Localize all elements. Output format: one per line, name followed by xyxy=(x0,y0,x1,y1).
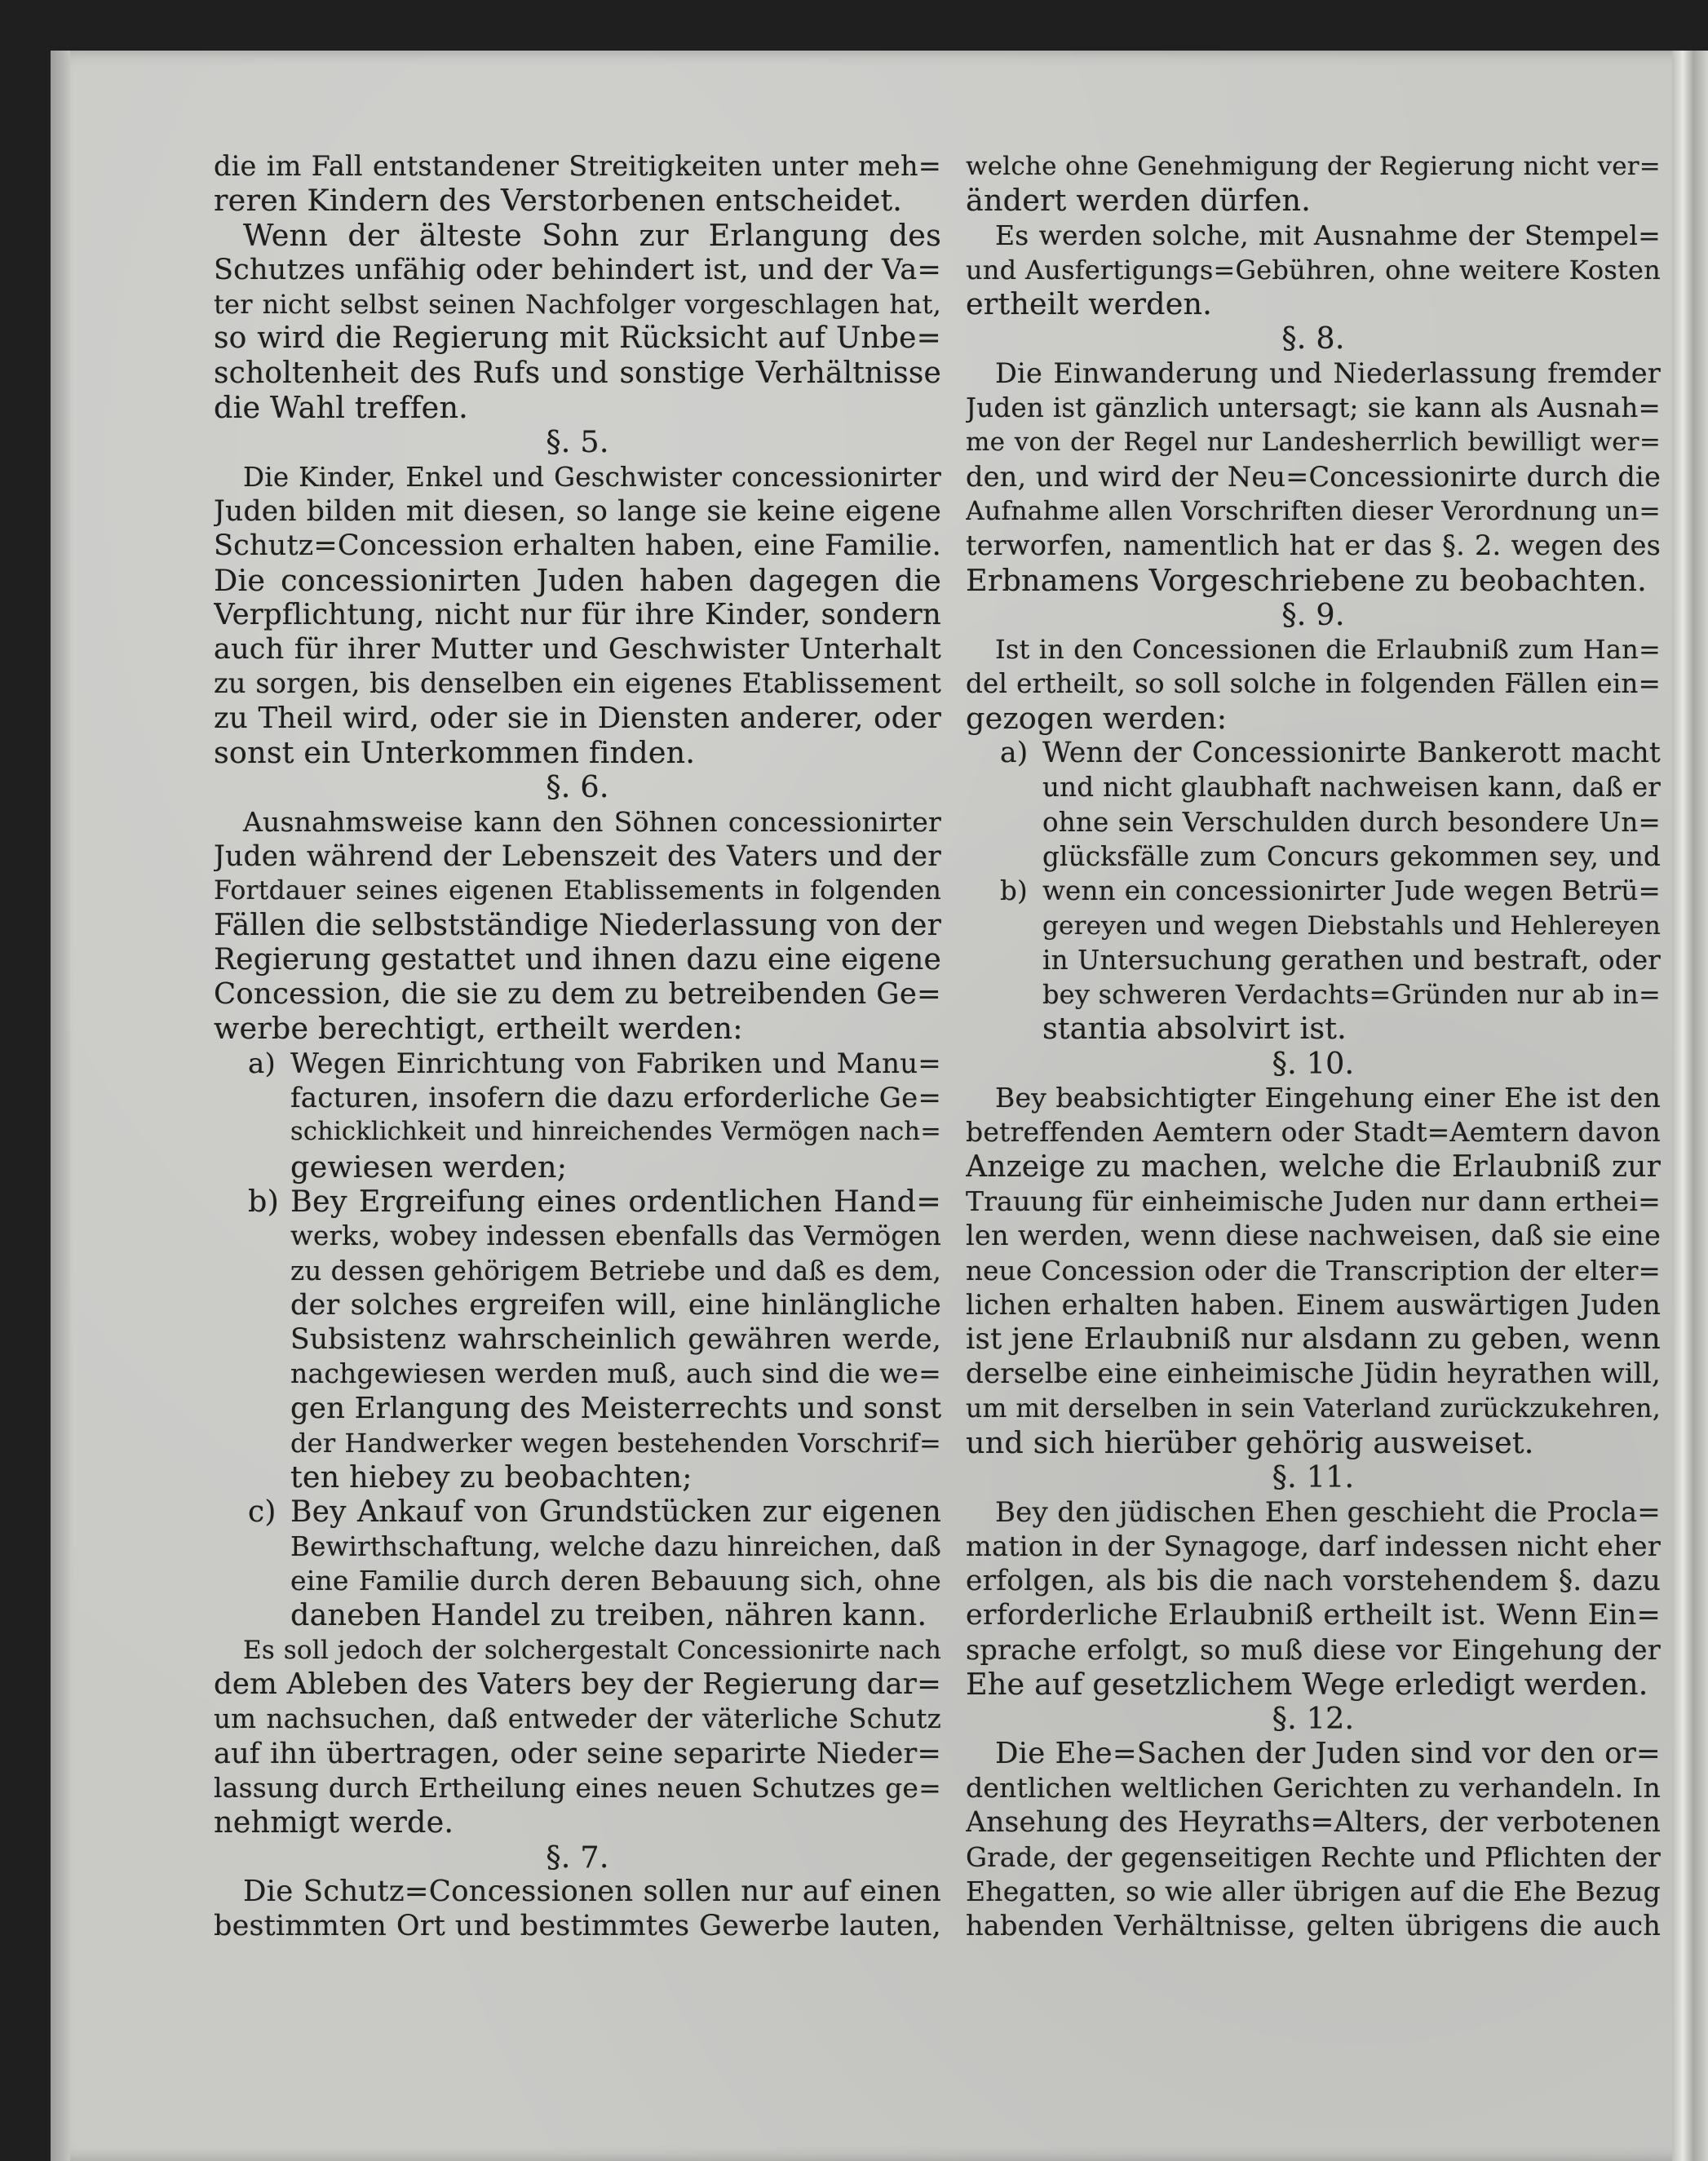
text-line: glücksfälle zum Concurs gekommen sey, und xyxy=(1042,840,1661,872)
text-line: gen Erlangung des Meisterrechts und sonst xyxy=(290,1391,941,1425)
text-line: b) wenn ein concessionirter Jude wegen Betrü= xyxy=(966,874,1661,908)
text-line: den, und wird der Neu=Concessionirte durch die xyxy=(966,460,1661,493)
text-line: schicklichkeit und hinreichendes Vermögen nach= xyxy=(290,1118,941,1147)
text-line: auch für ihrer Mutter und Geschwister Unterhalt xyxy=(214,633,941,666)
text-line: del ertheilt, so soll solche in folgenden Fällen ein= xyxy=(966,668,1661,700)
text-line: Erbnamens Vorgeschriebene zu beobachten. xyxy=(966,562,1647,598)
text-line: terworfen, namentlich hat er das §. 2. wegen des xyxy=(966,529,1661,562)
text-line: Es werden solche, mit Ausnahme der Stempel= xyxy=(995,219,1661,251)
text-line: me von der Regel nur Landesherrlich bewilligt wer= xyxy=(966,427,1661,458)
text-line: Juden bilden mit diesen, so lange sie keine eigene xyxy=(214,494,941,528)
text-line: betreffenden Aemtern oder Stadt=Aemtern davon xyxy=(966,1116,1661,1149)
text-line: um mit derselben in sein Vaterland zurückzukehren, xyxy=(966,1393,1661,1424)
text-line: ter nicht selbst seinen Nachfolger vorgeschlagen hat, xyxy=(214,289,941,321)
text-line: Die concessionirten Juden haben dagegen die xyxy=(214,562,941,598)
list-marker: a) xyxy=(248,1047,276,1080)
text-line: ohne sein Verschulden durch besondere Un= xyxy=(1042,806,1661,838)
text-line: Trauung für einheimische Juden nur dann erthei= xyxy=(966,1185,1661,1217)
text-line: daneben Handel zu treiben, nähren kann. xyxy=(290,1597,927,1633)
text-line: erfolgen, als bis die nach vorstehendem §. dazu xyxy=(966,1565,1661,1598)
text-line: Wenn der älteste Sohn zur Erlangung des xyxy=(243,217,941,253)
text-line: neue Concession oder die Transcription der elter= xyxy=(966,1255,1661,1286)
text-line: der solches ergreifen will, eine hinlängliche xyxy=(290,1288,941,1322)
text-line: ändert werden dürfen. xyxy=(966,183,1312,219)
section-heading: §. 12. xyxy=(1272,1701,1355,1737)
text-line: Grade, der gegenseitigen Rechte und Pflichten der xyxy=(966,1841,1661,1873)
text-line: Ausnahmsweise kann den Söhnen concessionirter xyxy=(243,805,941,838)
text-line: die im Fall entstandener Streitigkeiten unter meh= xyxy=(214,150,941,182)
text-line: Die Schutz=Concessionen sollen nur auf einen xyxy=(243,1874,941,1908)
text-line: Juden ist gänzlich untersagt; sie kann als Ausnah= xyxy=(966,392,1661,424)
text-line: die Wahl treffen. xyxy=(214,390,468,426)
text-line: der Handwerker wegen bestehenden Vorschrif= xyxy=(290,1427,941,1459)
text-line: dentlichen weltlichen Gerichten zu verhandeln. In xyxy=(966,1771,1661,1804)
text-line: gereyen und wegen Diebstahls und Hehlereyen xyxy=(1042,910,1661,941)
text-line: werks, wobey indessen ebenfalls das Vermögen xyxy=(290,1220,941,1252)
text-line: Ansehung des Heyraths=Alters, der verbotenen xyxy=(966,1806,1661,1840)
text-line: in Untersuchung gerathen und bestraft, oder xyxy=(1042,944,1661,976)
list-marker: a) xyxy=(1000,737,1029,770)
text-line: c) Bey Ankauf von Grundstücken zur eigenen xyxy=(248,1495,941,1529)
text-line: Ehe auf gesetzlichem Wege erledigt werden. xyxy=(966,1667,1648,1703)
page-gutter-shadow xyxy=(51,51,70,2161)
text-line: Fortdauer seines eigenen Etablissements in folgenden xyxy=(214,876,941,906)
text-line: und sich hierüber gehörig ausweiset. xyxy=(966,1424,1534,1460)
text-line: werbe berechtigt, ertheilt werden: xyxy=(214,1011,743,1047)
text-line: Die Kinder, Enkel und Geschwister concessionirter xyxy=(243,461,941,493)
section-heading: §. 7. xyxy=(546,1839,609,1875)
list-marker: b) xyxy=(248,1183,280,1219)
text-line: zu sorgen, bis denselben ein eigenes Etablissement xyxy=(214,667,941,700)
text-line: Anzeige zu machen, welche die Erlaubniß zur xyxy=(966,1149,1661,1184)
text-line: Ist in den Concessionen die Erlaubniß zum Han= xyxy=(995,634,1661,666)
text-line: Es soll jedoch der solchergestalt Concessionirte nach xyxy=(243,1635,941,1665)
text-line: mation in der Synagoge, darf indessen nicht eher xyxy=(966,1530,1661,1562)
text-line: Verpflichtung, nicht nur für ihre Kinder, sondern xyxy=(214,597,941,631)
text-line: ten hiebey zu beobachten; xyxy=(290,1459,692,1495)
section-heading: §. 6. xyxy=(546,769,609,805)
section-heading: §. 8. xyxy=(1281,321,1345,356)
list-marker: b) xyxy=(1000,875,1028,907)
text-line: nehmigt werde. xyxy=(214,1805,454,1840)
text-line: Bey beabsichtigter Eingehung einer Ehe ist den xyxy=(995,1082,1661,1114)
left-text-column xyxy=(214,149,941,2042)
text-line: Concession, die sie zu dem zu betreibenden Ge= xyxy=(214,977,941,1012)
text-line: nachgewiesen werden muß, auch sind die we= xyxy=(290,1357,941,1390)
text-line: Bey den jüdischen Ehen geschieht die Procla= xyxy=(995,1495,1661,1529)
text-line: Die Einwanderung und Niederlassung fremder xyxy=(995,356,1661,389)
text-line: Fällen die selbstständige Niederlassung von der xyxy=(214,908,941,942)
text-line: und Ausfertigungs=Gebühren, ohne weitere Kosten xyxy=(966,254,1661,286)
list-marker: c) xyxy=(248,1495,277,1529)
text-line: b) Bey Ergreifung eines ordentlichen Hand= xyxy=(248,1183,941,1219)
text-line: bey schweren Verdachts=Gründen nur ab in= xyxy=(1042,979,1661,1011)
text-line: Schutzes unfähig oder behindert ist, und der Va= xyxy=(214,253,941,286)
text-line: um nachsuchen, daß entweder der väterliche Schutz xyxy=(214,1703,941,1735)
text-line: auf ihn übertragen, oder seine separirte Nieder= xyxy=(214,1737,941,1770)
text-line: lassung durch Ertheilung eines neuen Schutzes ge= xyxy=(214,1771,941,1804)
text-line: sprache erfolgt, so muß diese vor Eingehung der xyxy=(966,1633,1661,1666)
text-line: lichen erhalten haben. Einem auswärtigen Juden xyxy=(966,1288,1661,1321)
section-heading: §. 5. xyxy=(546,424,609,460)
page-stack-edge xyxy=(1672,51,1708,2161)
text-line: ertheilt werden. xyxy=(966,286,1213,322)
section-heading: §. 10. xyxy=(1272,1045,1355,1081)
text-line: gewiesen werden; xyxy=(290,1149,568,1185)
text-line: reren Kindern des Verstorbenen entscheidet. xyxy=(214,183,903,219)
text-line: ist jene Erlaubniß nur alsdann zu geben, wenn xyxy=(966,1322,1661,1357)
text-line: erforderliche Erlaubniß ertheilt ist. Wenn Ein= xyxy=(966,1599,1661,1632)
text-line: sonst ein Unterkommen finden. xyxy=(214,735,696,771)
text-line: zu dessen gehörigem Betriebe und daß es dem, xyxy=(290,1255,941,1286)
text-line: Bewirthschaftung, welche dazu hinreichen, daß xyxy=(290,1530,941,1562)
section-heading: §. 11. xyxy=(1272,1459,1355,1495)
text-line: Juden während der Lebenszeit des Vaters und der xyxy=(214,839,941,873)
text-line: len werden, wenn diese nachweisen, daß sie eine xyxy=(966,1220,1661,1252)
text-line: eine Familie durch deren Bebauung sich, ohne xyxy=(290,1565,941,1597)
text-line: derselbe eine einheimische Jüdin heyrathen will, xyxy=(966,1357,1661,1391)
text-line: a) Wegen Einrichtung von Fabriken und Manu= xyxy=(248,1047,941,1080)
text-line: scholtenheit des Rufs und sonstige Verhältnisse xyxy=(214,356,941,390)
text-line: bestimmten Ort und bestimmtes Gewerbe lauten, xyxy=(214,1910,941,1943)
text-line: Subsistenz wahrscheinlich gewähren werde, xyxy=(290,1323,941,1357)
text-line: facturen, insofern die dazu erforderliche Ge= xyxy=(290,1082,941,1115)
text-line: Schutz=Concession erhalten haben, eine Familie. xyxy=(214,529,941,563)
text-line: Ehegatten, so wie aller übrigen auf die Ehe Bezug xyxy=(966,1875,1661,1907)
text-line: welche ohne Genehmigung der Regierung nicht ver= xyxy=(966,152,1661,181)
section-heading: §. 9. xyxy=(1281,596,1345,632)
text-line: und nicht glaubhaft nachweisen kann, daß er xyxy=(1042,772,1661,804)
right-text-column xyxy=(966,149,1661,2042)
text-line: so wird die Regierung mit Rücksicht auf Unbe= xyxy=(214,321,941,356)
text-line: a) Wenn der Concessionirte Bankerott macht xyxy=(1000,737,1661,770)
text-line: habenden Verhältnisse, gelten übrigens die auch xyxy=(966,1910,1661,1942)
text-line: Regierung gestattet und ihnen dazu eine eigene xyxy=(214,942,941,976)
text-line: zu Theil wird, oder sie in Diensten anderer, oder xyxy=(214,701,941,735)
text-line: dem Ableben des Vaters bey der Regierung dar= xyxy=(214,1667,941,1702)
text-line: stantia absolvirt ist. xyxy=(1042,1011,1347,1047)
text-line: Die Ehe=Sachen der Juden sind vor den or= xyxy=(995,1736,1661,1770)
text-line: Aufnahme allen Vorschriften dieser Verordnung un= xyxy=(966,496,1661,526)
text-line: gezogen werden: xyxy=(966,700,1228,736)
